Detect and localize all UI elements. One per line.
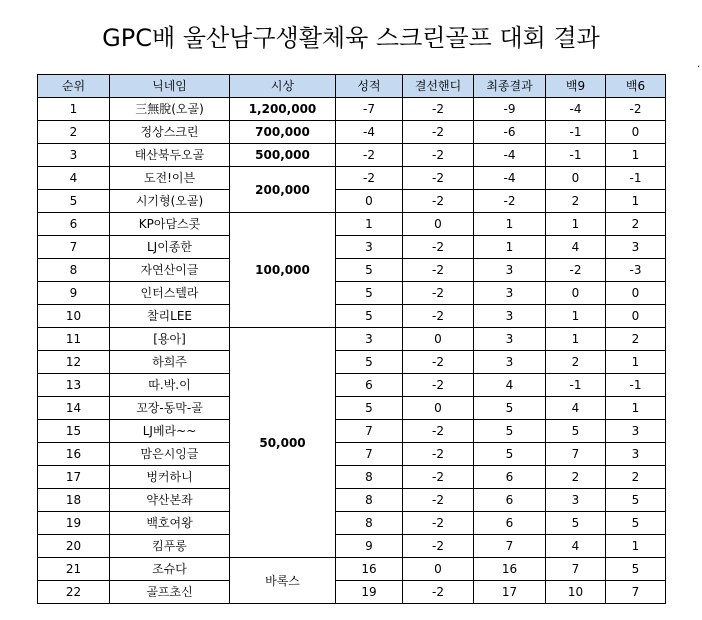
rank-cell: 8 <box>38 259 110 282</box>
rank-cell: 9 <box>38 282 110 305</box>
back9-cell: 5 <box>546 512 606 535</box>
handicap-cell: -2 <box>403 420 474 443</box>
rank-cell: 17 <box>38 466 110 489</box>
final-result-cell: -4 <box>474 144 546 167</box>
back9-cell: 4 <box>546 535 606 558</box>
score-cell: 9 <box>336 535 403 558</box>
rank-cell: 22 <box>38 581 110 604</box>
nickname-cell: 시기형(오골) <box>110 190 230 213</box>
back6-cell: -1 <box>606 167 666 190</box>
final-result-cell: 6 <box>474 489 546 512</box>
score-cell: 8 <box>336 512 403 535</box>
back9-cell: -2 <box>546 259 606 282</box>
nickname-cell: 三無脫(오골) <box>110 98 230 121</box>
table-row <box>38 466 666 489</box>
table-row <box>38 374 666 397</box>
prize-cell: 500,000 <box>230 144 336 167</box>
page-title: GPC배 울산남구생활체육 스크린골프 대회 결과 <box>102 24 600 52</box>
prize-cell: 200,000 <box>230 167 336 213</box>
prize-cell: 1,200,000 <box>230 98 336 121</box>
score-cell: 5 <box>336 259 403 282</box>
nickname-cell: 꼬장-동막-골 <box>110 397 230 420</box>
back9-cell: -1 <box>546 144 606 167</box>
score-cell: -2 <box>336 167 403 190</box>
back6-cell: -3 <box>606 259 666 282</box>
header-back9: 백9 <box>546 75 606 98</box>
final-result-cell: -6 <box>474 121 546 144</box>
back6-cell: 0 <box>606 282 666 305</box>
final-result-cell: 5 <box>474 443 546 466</box>
prize-cell: 100,000 <box>230 213 336 328</box>
back9-cell: -1 <box>546 374 606 397</box>
handicap-cell: -2 <box>403 351 474 374</box>
back9-cell: 2 <box>546 351 606 374</box>
final-result-cell: -2 <box>474 190 546 213</box>
table-row <box>38 328 666 351</box>
handicap-cell: -2 <box>403 581 474 604</box>
back6-cell: 2 <box>606 328 666 351</box>
back9-cell: 7 <box>546 443 606 466</box>
handicap-cell: -2 <box>403 167 474 190</box>
final-result-cell: 1 <box>474 236 546 259</box>
handicap-cell: -2 <box>403 121 474 144</box>
rank-cell: 11 <box>38 328 110 351</box>
score-cell: -4 <box>336 121 403 144</box>
score-cell: 0 <box>336 190 403 213</box>
handicap-cell: -2 <box>403 98 474 121</box>
back6-cell: 5 <box>606 489 666 512</box>
rank-cell: 21 <box>38 558 110 581</box>
handicap-cell: -2 <box>403 259 474 282</box>
table-row <box>38 98 666 121</box>
table-row <box>38 305 666 328</box>
final-result-cell: 5 <box>474 397 546 420</box>
final-result-cell: 3 <box>474 305 546 328</box>
header-prize: 시상 <box>230 75 336 98</box>
back6-cell: 0 <box>606 121 666 144</box>
final-result-cell: 3 <box>474 328 546 351</box>
handicap-cell: -2 <box>403 489 474 512</box>
back9-cell: 3 <box>546 489 606 512</box>
nickname-cell: 따.박.이 <box>110 374 230 397</box>
nickname-cell: 킴푸롱 <box>110 535 230 558</box>
score-cell: 7 <box>336 443 403 466</box>
nickname-cell: 벙커하니 <box>110 466 230 489</box>
rank-cell: 5 <box>38 190 110 213</box>
table-row <box>38 512 666 535</box>
back6-cell: 1 <box>606 144 666 167</box>
back9-cell: 2 <box>546 190 606 213</box>
back6-cell: 1 <box>606 535 666 558</box>
rank-cell: 20 <box>38 535 110 558</box>
nickname-cell: 인터스텔라 <box>110 282 230 305</box>
prize-cell: 700,000 <box>230 121 336 144</box>
table-row <box>38 558 666 581</box>
table-row <box>38 282 666 305</box>
nickname-cell: LJ베라~~ <box>110 420 230 443</box>
back6-cell: 1 <box>606 351 666 374</box>
rank-cell: 14 <box>38 397 110 420</box>
rank-cell: 19 <box>38 512 110 535</box>
header-final-handicap: 결선핸디 <box>403 75 474 98</box>
score-cell: 19 <box>336 581 403 604</box>
back6-cell: 5 <box>606 558 666 581</box>
score-cell: 6 <box>336 374 403 397</box>
nickname-cell: 백호여왕 <box>110 512 230 535</box>
table-row <box>38 420 666 443</box>
score-cell: 5 <box>336 397 403 420</box>
final-result-cell: 4 <box>474 374 546 397</box>
handicap-cell: -2 <box>403 466 474 489</box>
nickname-cell: 정상스크린 <box>110 121 230 144</box>
back9-cell: 10 <box>546 581 606 604</box>
final-result-cell: 5 <box>474 420 546 443</box>
rank-cell: 10 <box>38 305 110 328</box>
score-cell: 16 <box>336 558 403 581</box>
final-result-cell: 3 <box>474 259 546 282</box>
back6-cell: 3 <box>606 236 666 259</box>
nickname-cell: 골프초신 <box>110 581 230 604</box>
back9-cell: 0 <box>546 167 606 190</box>
nickname-cell: 하희주 <box>110 351 230 374</box>
rank-cell: 16 <box>38 443 110 466</box>
header-nickname: 닉네임 <box>110 75 230 98</box>
score-cell: 5 <box>336 305 403 328</box>
rank-cell: 13 <box>38 374 110 397</box>
handicap-cell: 0 <box>403 558 474 581</box>
back6-cell: 2 <box>606 213 666 236</box>
back6-cell: -1 <box>606 374 666 397</box>
table-row <box>38 167 666 190</box>
nickname-cell: 태산북두오골 <box>110 144 230 167</box>
final-result-cell: -4 <box>474 167 546 190</box>
table-row <box>38 397 666 420</box>
back9-cell: 2 <box>546 466 606 489</box>
back9-cell: 4 <box>546 397 606 420</box>
prize-cell: 50,000 <box>230 328 336 558</box>
score-cell: 5 <box>336 351 403 374</box>
rank-cell: 15 <box>38 420 110 443</box>
rank-cell: 2 <box>38 121 110 144</box>
nickname-cell: 찰리LEE <box>110 305 230 328</box>
table-row <box>38 581 666 604</box>
back9-cell: -1 <box>546 121 606 144</box>
back6-cell: 0 <box>606 305 666 328</box>
nickname-cell: 조슈다 <box>110 558 230 581</box>
nickname-cell: 약산본좌 <box>110 489 230 512</box>
handicap-cell: 0 <box>403 328 474 351</box>
back9-cell: 1 <box>546 213 606 236</box>
back6-cell: -2 <box>606 98 666 121</box>
handicap-cell: -2 <box>403 374 474 397</box>
table-row <box>38 190 666 213</box>
back9-cell: 0 <box>546 282 606 305</box>
table-row <box>38 259 666 282</box>
handicap-cell: -2 <box>403 535 474 558</box>
handicap-cell: -2 <box>403 236 474 259</box>
rank-cell: 3 <box>38 144 110 167</box>
table-row <box>38 121 666 144</box>
final-result-cell: 6 <box>474 466 546 489</box>
results-table <box>37 74 666 604</box>
handicap-cell: -2 <box>403 190 474 213</box>
score-cell: -7 <box>336 98 403 121</box>
back9-cell: 5 <box>546 420 606 443</box>
rank-cell: 1 <box>38 98 110 121</box>
handicap-cell: -2 <box>403 512 474 535</box>
table-row <box>38 535 666 558</box>
table-row <box>38 236 666 259</box>
score-cell: 3 <box>336 328 403 351</box>
final-result-cell: 7 <box>474 535 546 558</box>
rank-cell: 18 <box>38 489 110 512</box>
score-cell: 1 <box>336 213 403 236</box>
back6-cell: 1 <box>606 397 666 420</box>
score-cell: 8 <box>336 466 403 489</box>
back9-cell: 1 <box>546 328 606 351</box>
stray-mark: · <box>697 62 701 73</box>
nickname-cell: 자연산이글 <box>110 259 230 282</box>
header-rank: 순위 <box>38 75 110 98</box>
header-final-result: 최종결과 <box>474 75 546 98</box>
final-result-cell: -9 <box>474 98 546 121</box>
nickname-cell: [용아] <box>110 328 230 351</box>
final-result-cell: 17 <box>474 581 546 604</box>
final-result-cell: 3 <box>474 282 546 305</box>
score-cell: 3 <box>336 236 403 259</box>
table-row <box>38 213 666 236</box>
back6-cell: 2 <box>606 466 666 489</box>
handicap-cell: -2 <box>403 443 474 466</box>
table-row <box>38 443 666 466</box>
final-result-cell: 3 <box>474 351 546 374</box>
handicap-cell: 0 <box>403 213 474 236</box>
nickname-cell: 맘은시잉글 <box>110 443 230 466</box>
back6-cell: 5 <box>606 512 666 535</box>
rank-cell: 6 <box>38 213 110 236</box>
handicap-cell: 0 <box>403 397 474 420</box>
final-result-cell: 1 <box>474 213 546 236</box>
score-cell: 5 <box>336 282 403 305</box>
handicap-cell: -2 <box>403 305 474 328</box>
table-row <box>38 351 666 374</box>
back9-cell: 1 <box>546 305 606 328</box>
rank-cell: 12 <box>38 351 110 374</box>
header-back6: 백6 <box>606 75 666 98</box>
back6-cell: 7 <box>606 581 666 604</box>
back6-cell: 3 <box>606 443 666 466</box>
nickname-cell: LJ이종한 <box>110 236 230 259</box>
table-row <box>38 144 666 167</box>
table-row <box>38 489 666 512</box>
score-cell: 7 <box>336 420 403 443</box>
back9-cell: 4 <box>546 236 606 259</box>
back6-cell: 1 <box>606 190 666 213</box>
score-cell: 8 <box>336 489 403 512</box>
handicap-cell: -2 <box>403 282 474 305</box>
header-row <box>38 75 666 98</box>
back9-cell: -4 <box>546 98 606 121</box>
header-score: 성적 <box>336 75 403 98</box>
rank-cell: 4 <box>38 167 110 190</box>
score-cell: -2 <box>336 144 403 167</box>
final-result-cell: 16 <box>474 558 546 581</box>
nickname-cell: 도전!이븐 <box>110 167 230 190</box>
handicap-cell: -2 <box>403 144 474 167</box>
back6-cell: 3 <box>606 420 666 443</box>
nickname-cell: KP아담스콧 <box>110 213 230 236</box>
back9-cell: 7 <box>546 558 606 581</box>
final-result-cell: 6 <box>474 512 546 535</box>
prize-cell: 바록스 <box>230 558 336 604</box>
rank-cell: 7 <box>38 236 110 259</box>
